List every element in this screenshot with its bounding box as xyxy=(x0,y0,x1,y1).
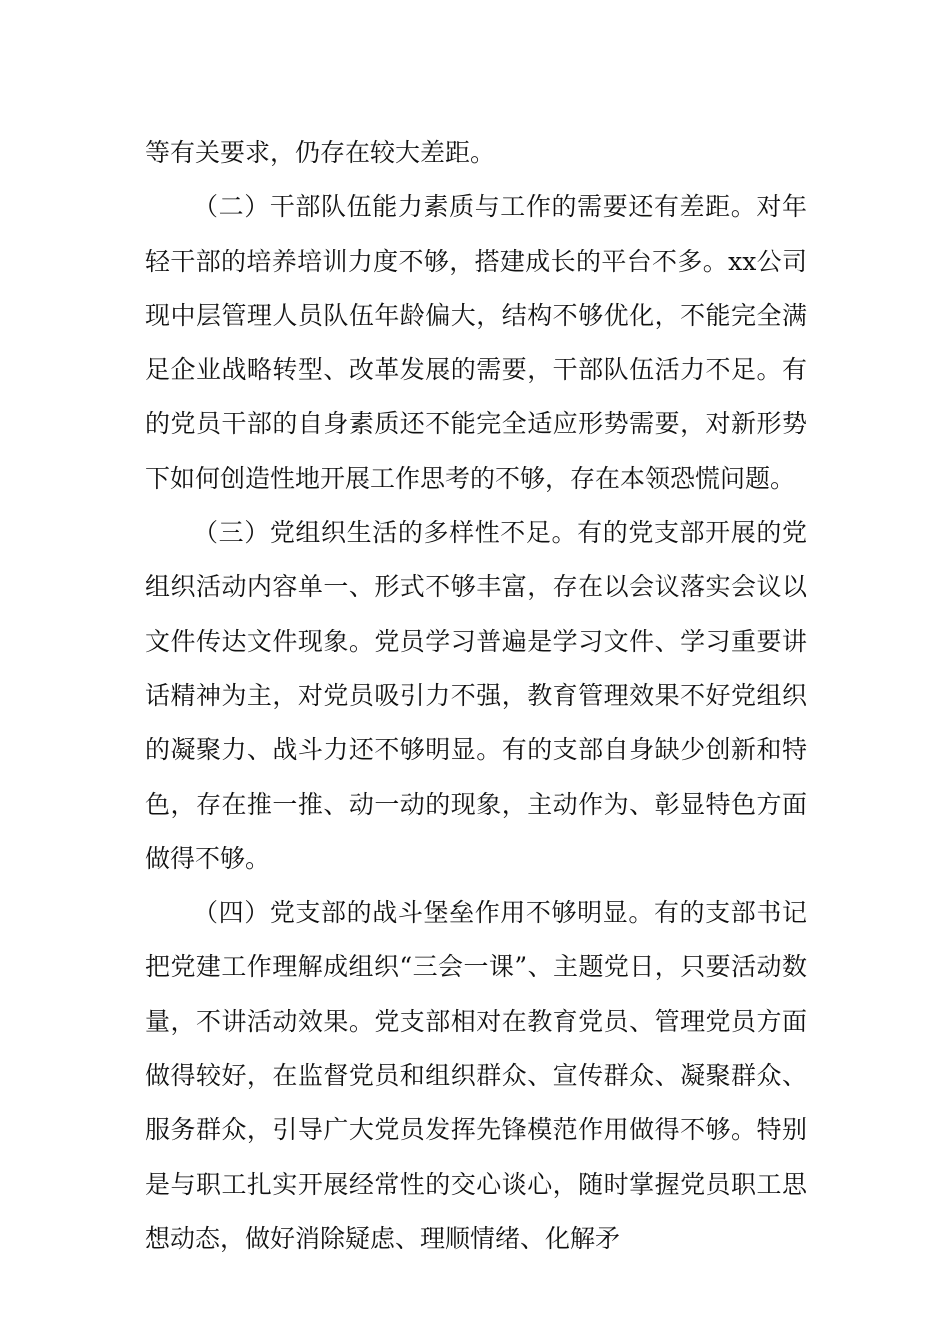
document-body xyxy=(145,126,807,1266)
paragraph-section-four: （四）党支部的战斗堡垒作用不够明显。有的支部书记把党建工作理解成组织“三会一课”、主题党日，只要活动数量，不讲活动效果。党支部相对在教育党员、管理党员方面做得较好，在监督党员和组织群众、宣传群众、凝聚群众、服务群众，引导广大党员发挥先锋模范作用做得不够。特别是与职工扎实开展经常性的交心谈心，随时掌握党员职工思想动态，做好消除疑虑、理顺情绪、化解矛 xyxy=(145,898,807,1253)
paragraph-continuation: 等有关要求，仍存在较大差距。 xyxy=(145,138,496,167)
paragraph-section-two: （二）干部队伍能力素质与工作的需要还有差距。对年轻干部的培养培训力度不够，搭建成长的平台不多。xx公司现中层管理人员队伍年龄偏大，结构不够优化，不能完全满足企业战略转型、改革发展的需要，干部队伍活力不足。有的党员干部的自身素质还不能完全适应形势需要，对新形势下如何创造性地开展工作思考的不够，存在本领恐慌问题。 xyxy=(145,192,807,493)
paragraph-section-three: （三）党组织生活的多样性不足。有的党支部开展的党组织活动内容单一、形式不够丰富，存在以会议落实会议以文件传达文件现象。党员学习普遍是学习文件、学习重要讲话精神为主，对党员吸引力不强，教育管理效果不好党组织的凝聚力、战斗力还不够明显。有的支部自身缺少创新和特色，存在推一推、动一动的现象，主动作为、彰显特色方面做得不够。 xyxy=(145,518,807,873)
